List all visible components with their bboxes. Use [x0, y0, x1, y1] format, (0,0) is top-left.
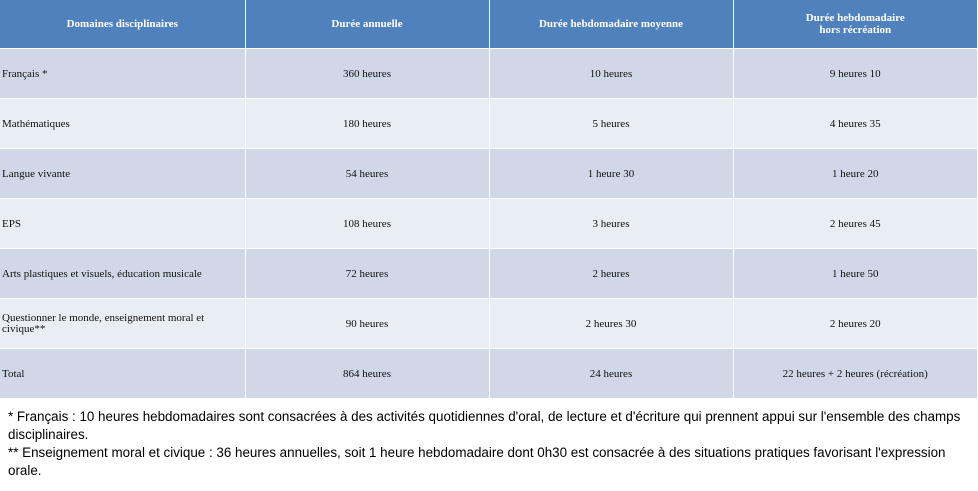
cell-annual: 72 heures [245, 249, 489, 299]
table-header-row [0, 0, 977, 49]
cell-weekly: 3 heures [489, 199, 733, 249]
cell-domain: Total [0, 349, 245, 399]
cell-weekly-excl: 4 heures 35 [733, 99, 977, 149]
table-row [0, 49, 977, 99]
cell-domain: Mathématiques [0, 99, 245, 149]
cell-annual: 54 heures [245, 149, 489, 199]
table-row [0, 99, 977, 149]
cell-weekly: 10 heures [489, 49, 733, 99]
cell-weekly: 5 heures [489, 99, 733, 149]
cell-domain: Français * [0, 49, 245, 99]
header-duree-hebdo-hors-recreation: Durée hebdomadaire hors récréation [733, 0, 977, 49]
cell-annual: 180 heures [245, 99, 489, 149]
cell-weekly: 2 heures [489, 249, 733, 299]
cell-domain: Arts plastiques et visuels, éducation musicale [0, 249, 245, 299]
table-row [0, 149, 977, 199]
cell-weekly: 1 heure 30 [489, 149, 733, 199]
footnote-emc: ** Enseignement moral et civique : 36 heures annuelles, soit 1 heure hebdomadaire dont 0h30 est consacrée à des situations pratiques favorisant l'expression orale. [8, 445, 946, 478]
table-row [0, 299, 977, 349]
footnotes [8, 408, 973, 480]
footnote-francais: * Français : 10 heures hebdomadaires sont consacrées à des activités quotidiennes d'oral, de lecture et d'écriture qui prennent appui sur l'ensemble des champs disciplinaires. [8, 409, 961, 442]
table-row [0, 199, 977, 249]
cell-weekly-excl: 1 heure 20 [733, 149, 977, 199]
cell-weekly: 2 heures 30 [489, 299, 733, 349]
cell-weekly: 24 heures [489, 349, 733, 399]
header-duree-annuelle: Durée annuelle [245, 0, 489, 49]
cell-domain: EPS [0, 199, 245, 249]
cell-annual: 864 heures [245, 349, 489, 399]
cell-annual: 90 heures [245, 299, 489, 349]
cell-weekly-excl: 1 heure 50 [733, 249, 977, 299]
header-domaines: Domaines disciplinaires [0, 0, 245, 49]
cell-weekly-excl: 9 heures 10 [733, 49, 977, 99]
table-row [0, 249, 977, 299]
cell-weekly-excl: 2 heures 45 [733, 199, 977, 249]
cell-weekly-excl: 22 heures + 2 heures (récréation) [733, 349, 977, 399]
cell-domain: Langue vivante [0, 149, 245, 199]
header-duree-hebdo-moyenne: Durée hebdomadaire moyenne [489, 0, 733, 49]
cell-annual: 360 heures [245, 49, 489, 99]
cell-weekly-excl: 2 heures 20 [733, 299, 977, 349]
cell-domain: Questionner le monde, enseignement moral et civique** [0, 299, 245, 349]
cell-annual: 108 heures [245, 199, 489, 249]
table-row-total [0, 349, 977, 399]
